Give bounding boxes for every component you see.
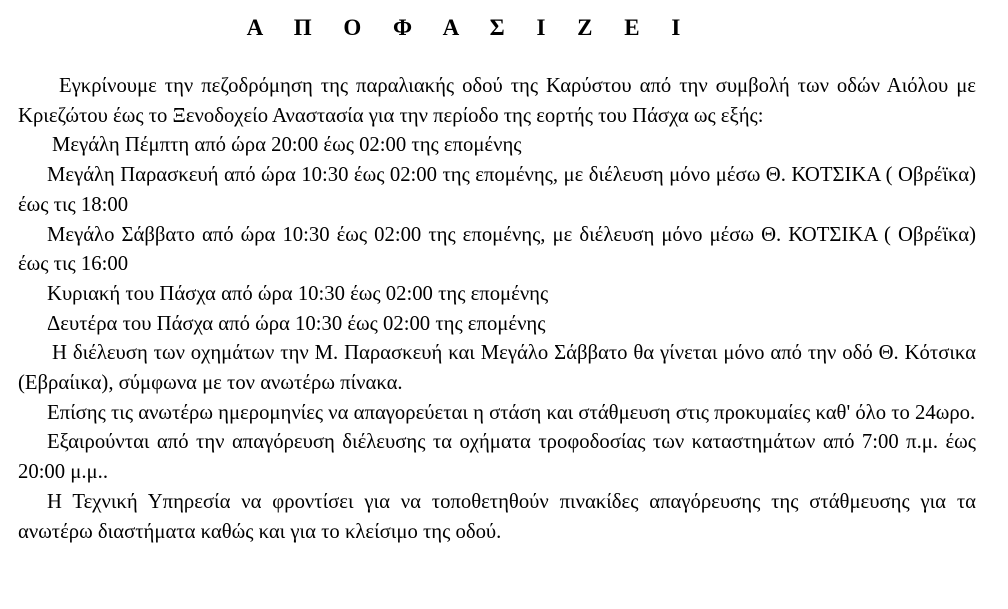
paragraph-easter-sunday: Κυριακή του Πάσχα από ώρα 10:30 έως 02:00 της επομένης bbox=[47, 282, 549, 305]
document-body bbox=[18, 72, 976, 547]
paragraph-holy-saturday: Μεγάλο Σάββατο από ώρα 10:30 έως 02:00 της επομένης, με διέλευση μόνο μέσω Θ. ΚΟΤΣΙΚΑ ( Οβρέϊκα) έως τις 16:00 bbox=[18, 223, 976, 276]
paragraph-good-friday: Μεγάλη Παρασκευή από ώρα 10:30 έως 02:00 της επομένης, με διέλευση μόνο μέσω Θ. ΚΟΤΣΙΚΑ ( Οβρέϊκα) έως τις 18:00 bbox=[18, 164, 976, 216]
paragraph-vehicle-passage: Η διέλευση των οχημάτων την Μ. Παρασκευή και Μεγάλο Σάββατο θα γίνεται μόνο από την οδό Θ. Κότσικα (Εβραίικα), σύμφωνα με τον ανωτέρω πίνακα. bbox=[18, 342, 976, 395]
paragraph-easter-monday: Δευτέρα του Πάσχα από ώρα 10:30 έως 02:00 της επομένης bbox=[47, 312, 546, 335]
paragraph-holy-thursday: Μεγάλη Πέμπτη από ώρα 20:00 έως 02:00 της επομένης bbox=[52, 134, 522, 157]
paragraph-parking-ban: Επίσης τις ανωτέρω ημερομηνίες να απαγορεύεται η στάση και στάθμευση στις προκυμαίες καθ' όλο το 24ωρο. bbox=[47, 401, 976, 424]
paragraph-exemptions: Εξαιρούνται από την απαγόρευση διέλευσης τα οχήματα τροφοδοσίας των καταστημάτων από 7:00 π.μ. έως 20:00 μ.μ.. bbox=[18, 431, 976, 484]
paragraph-technical-service: Η Τεχνική Υπηρεσία να φροντίσει για να τοποθετηθούν πινακίδες απαγόρευσης της στάθμευσης για τα ανωτέρω διαστήματα καθώς και για το κλείσιμο της οδού. bbox=[18, 490, 976, 543]
document-title: Α Π Ο Φ Α Σ Ι Ζ Ε Ι bbox=[246, 15, 694, 40]
paragraph-approval: Εγκρίνουμε την πεζοδρόμηση της παραλιακής οδού της Καρύστου από την συμβολή των οδών Αιόλου με Κριεζώτου έως το Ξενοδοχείο Αναστασία για την περίοδο της εορτής του Πάσχα ως εξής: bbox=[18, 75, 976, 127]
